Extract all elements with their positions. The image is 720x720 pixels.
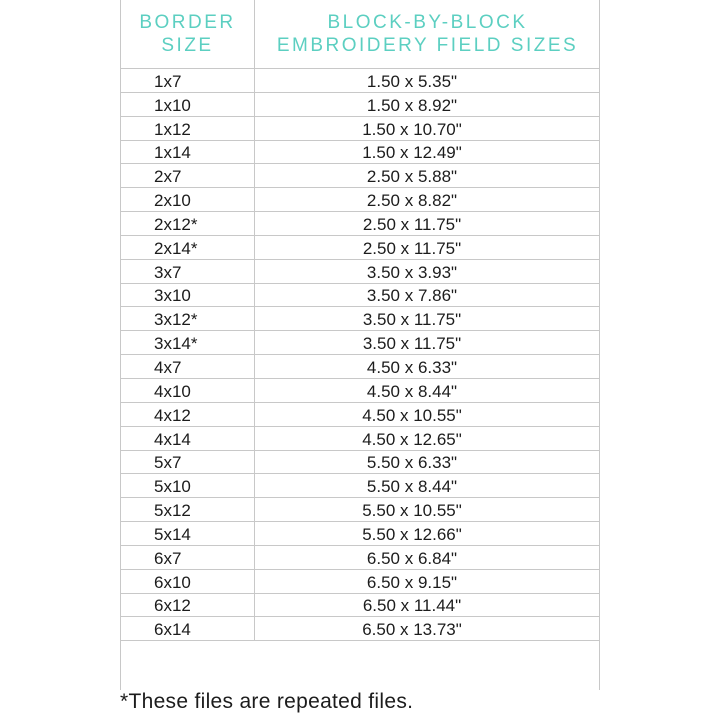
field-size-cell: 3.50 x 11.75" [254,331,599,354]
border-size-cell: 2x10 [154,191,191,211]
field-size-cell: 5.50 x 12.66" [254,522,599,545]
table-row [121,451,599,475]
header-field-sizes-line1: BLOCK-BY-BLOCK [327,12,528,33]
header-field-sizes-line2: EMBROIDERY FIELD SIZES [276,35,579,56]
field-size-cell: 4.50 x 10.55" [254,403,599,426]
table-row [121,212,599,236]
field-size-cell: 2.50 x 11.75" [254,212,599,235]
header-field-sizes [254,0,600,68]
field-size-cell: 3.50 x 3.93" [254,260,599,283]
border-size-cell: 1x14 [154,143,191,163]
table-row [121,594,599,618]
embroidery-size-table [120,0,600,690]
header-border-size-line1: BORDER [139,12,236,33]
field-size-cell: 3.50 x 11.75" [254,307,599,330]
field-size-cell: 4.50 x 6.33" [254,355,599,378]
table-row [121,188,599,212]
border-size-cell: 2x7 [154,167,182,187]
border-size-cell: 4x10 [154,381,191,401]
field-size-cell: 2.50 x 11.75" [254,236,599,259]
field-size-cell: 3.50 x 7.86" [254,284,599,307]
field-size-cell: 6.50 x 6.84" [254,546,599,569]
table-body [121,69,599,641]
table-row [121,498,599,522]
border-size-cell: 2x12* [154,214,198,234]
border-size-cell: 6x10 [154,572,191,592]
field-size-cell: 1.50 x 5.35" [254,69,599,92]
header-border-size [121,0,254,68]
table-row [121,546,599,570]
table-row [121,117,599,141]
border-size-cell: 4x7 [154,357,182,377]
table-row [121,331,599,355]
border-size-cell: 1x10 [154,95,191,115]
table-row [121,427,599,451]
field-size-cell: 6.50 x 9.15" [254,570,599,593]
border-size-cell: 6x7 [154,548,182,568]
header-border-size-line2: SIZE [161,35,214,56]
border-size-cell: 5x7 [154,453,182,473]
table-row [121,570,599,594]
field-size-cell: 1.50 x 8.92" [254,93,599,116]
border-size-cell: 4x12 [154,405,191,425]
table-row [121,403,599,427]
table-row [121,141,599,165]
table-row [121,284,599,308]
border-size-cell: 3x14* [154,334,198,354]
table-row [121,164,599,188]
border-size-cell: 6x12 [154,596,191,616]
border-size-cell: 1x7 [154,71,182,91]
table-row [121,522,599,546]
table-header [121,0,599,69]
table-row [121,617,599,641]
field-size-cell: 5.50 x 6.33" [254,451,599,474]
table-row [121,474,599,498]
field-size-cell: 5.50 x 8.44" [254,474,599,497]
field-size-cell: 6.50 x 13.73" [254,617,599,640]
table-row [121,260,599,284]
border-size-cell: 4x14 [154,429,191,449]
field-size-cell: 2.50 x 8.82" [254,188,599,211]
border-size-cell: 6x14 [154,620,191,640]
table-row [121,93,599,117]
table-row [121,355,599,379]
border-size-cell: 5x12 [154,501,191,521]
border-size-cell: 5x14 [154,524,191,544]
border-size-cell: 5x10 [154,477,191,497]
footnote: *These files are repeated files. [120,690,414,713]
field-size-cell: 4.50 x 12.65" [254,427,599,450]
table-row [121,236,599,260]
border-size-cell: 3x12* [154,310,198,330]
field-size-cell: 5.50 x 10.55" [254,498,599,521]
border-size-cell: 3x7 [154,262,182,282]
border-size-cell: 2x14* [154,238,198,258]
field-size-cell: 1.50 x 12.49" [254,141,599,164]
field-size-cell: 2.50 x 5.88" [254,164,599,187]
table-row [121,69,599,93]
table-row [121,307,599,331]
field-size-cell: 1.50 x 10.70" [254,117,599,140]
border-size-cell: 3x10 [154,286,191,306]
border-size-cell: 1x12 [154,119,191,139]
table-row [121,379,599,403]
field-size-cell: 6.50 x 11.44" [254,594,599,617]
field-size-cell: 4.50 x 8.44" [254,379,599,402]
